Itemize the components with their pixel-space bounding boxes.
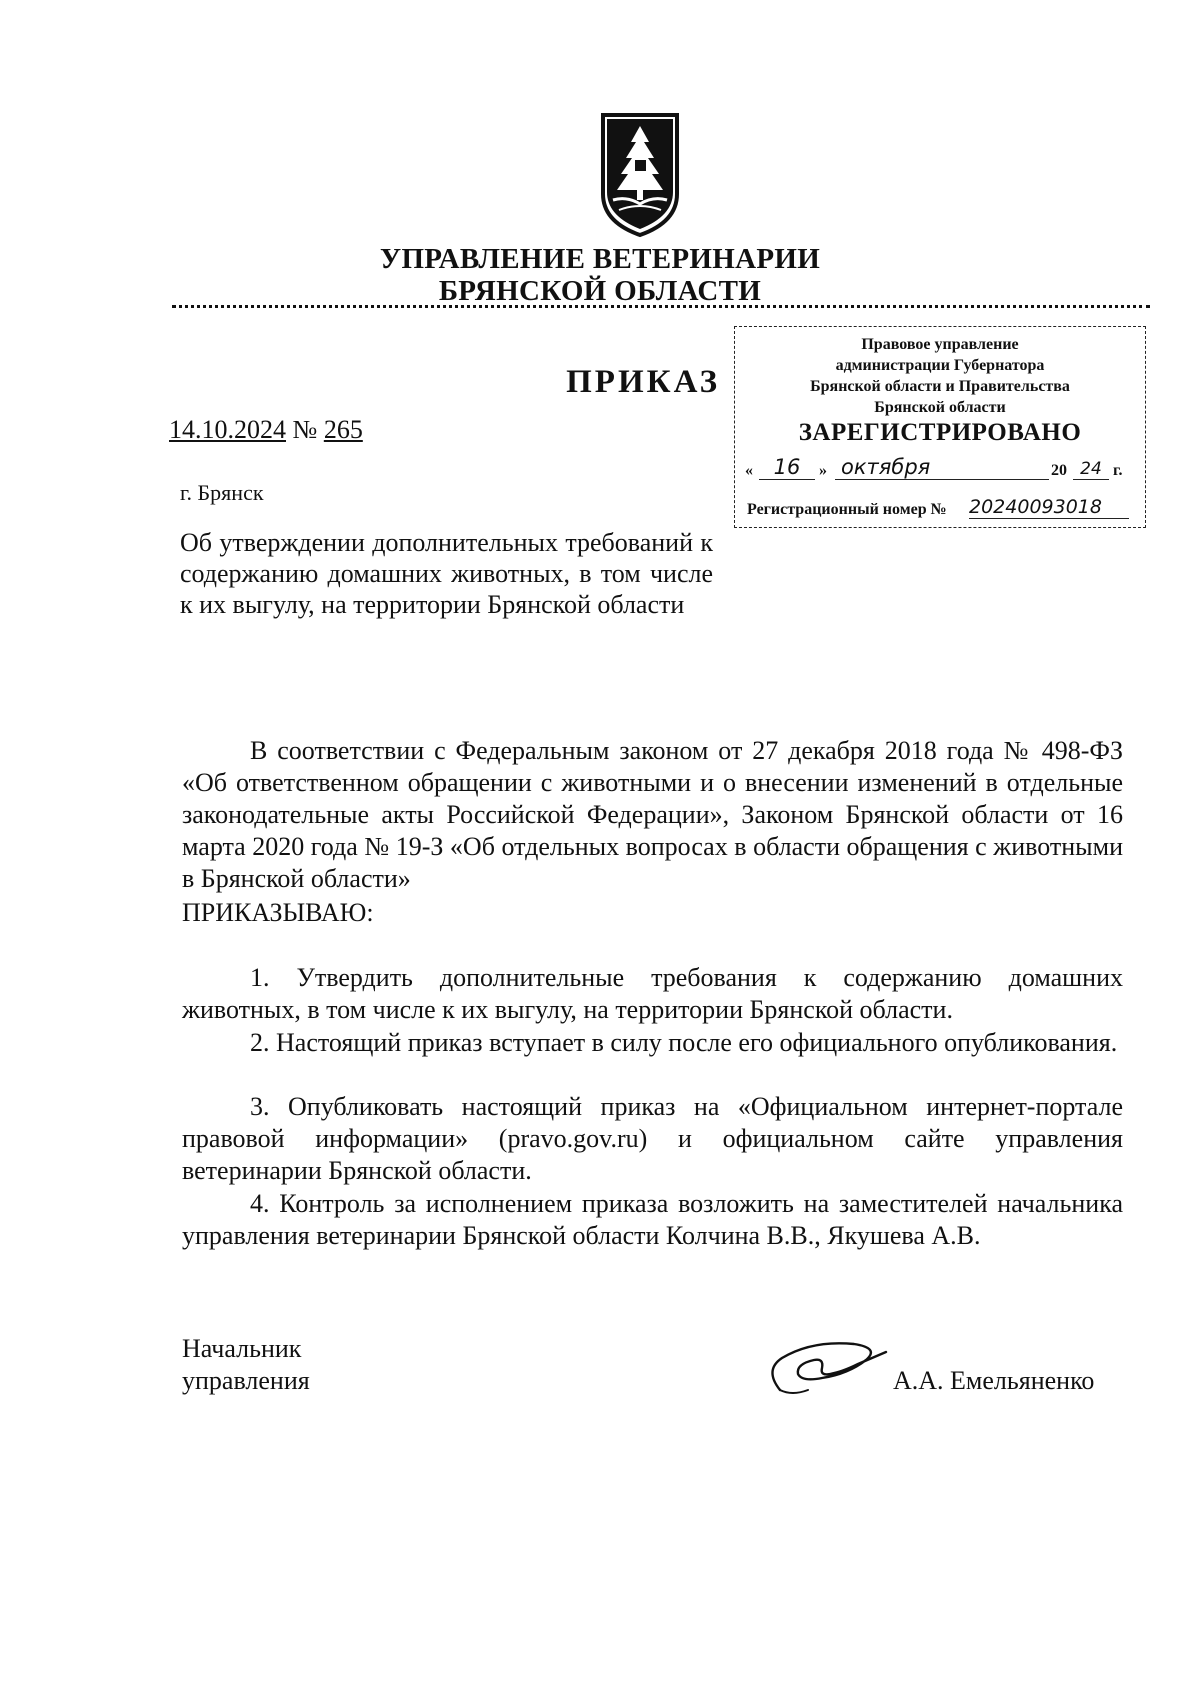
doc-type-title: ПРИКАЗ bbox=[566, 364, 720, 400]
stamp-date-row bbox=[745, 454, 1135, 484]
stamp-year-suffix: 24 bbox=[1080, 459, 1102, 479]
doc-number: 265 bbox=[323, 415, 363, 444]
order-item-2 bbox=[182, 1027, 1123, 1059]
number-sign: № bbox=[292, 415, 318, 444]
stamp-registered: ЗАРЕГИСТРИРОВАНО bbox=[798, 419, 1082, 446]
position-line2: управления bbox=[182, 1366, 310, 1395]
stamp-day: 16 bbox=[773, 455, 801, 479]
stamp-month: октября bbox=[841, 455, 931, 479]
org-name-line2: БРЯНСКОЙ ОБЛАСТИ bbox=[438, 275, 762, 307]
registration-stamp bbox=[734, 326, 1146, 528]
stamp-line2: администрации Губернатора bbox=[835, 357, 1045, 374]
order-item-1 bbox=[182, 962, 1123, 1026]
header-divider bbox=[172, 305, 1150, 308]
order-item-3 bbox=[182, 1091, 1123, 1187]
order-item-4 bbox=[182, 1188, 1123, 1252]
stamp-year-prefix: 20 bbox=[1051, 462, 1067, 479]
coat-of-arms-emblem bbox=[599, 112, 681, 238]
stamp-year-unit: г. bbox=[1113, 462, 1123, 479]
order-item-text: 3. Опубликовать настоящий приказ на «Официальном интернет-портале правовой информации» (pravo.gov.ru) и официальном сайте управления ветеринарии Брянской области. bbox=[182, 1092, 1123, 1185]
stamp-line1: Правовое управление bbox=[861, 336, 1019, 353]
doc-date-number bbox=[169, 415, 363, 445]
stamp-quote-close: » bbox=[819, 462, 827, 479]
basis-text: В соответствии с Федеральным законом от 27 декабря 2018 года № 498-ФЗ «Об ответственном обращении с животными и о внесении изменений в отдельные законодательные акты Российской Федерации», Законом Брянской области от 16 марта 2020 года № 19-З «Об отдельных вопросах в области обращения с животными в Брянской области» bbox=[182, 736, 1123, 893]
doc-date: 14.10.2024 bbox=[169, 415, 286, 444]
stamp-quote-open: « bbox=[745, 462, 753, 479]
order-item-text: 2. Настоящий приказ вступает в силу после его официального опубликования. bbox=[250, 1028, 1118, 1057]
signatory-name: А.А. Емельяненко bbox=[893, 1366, 1095, 1395]
signatory-position bbox=[182, 1333, 310, 1397]
order-word: ПРИКАЗЫВАЮ: bbox=[182, 898, 374, 927]
handwritten-signature bbox=[762, 1330, 892, 1402]
basis-paragraph bbox=[182, 735, 1123, 895]
stamp-line3: Брянской области и Правительства bbox=[810, 378, 1070, 395]
stamp-line4: Брянской области bbox=[874, 399, 1006, 416]
order-item-text: 1. Утвердить дополнительные требования к содержанию домашних животных, в том числе к их выгулу, на территории Брянской области. bbox=[182, 963, 1123, 1024]
stamp-reg-number-row bbox=[747, 495, 1139, 523]
stamp-reg-label: Регистрационный номер № bbox=[747, 501, 947, 518]
stamp-reg-number: 20240093018 bbox=[969, 496, 1102, 518]
doc-city: г. Брянск bbox=[180, 480, 264, 505]
order-item-text: 4. Контроль за исполнением приказа возложить на заместителей начальника управления ветеринарии Брянской области Колчина В.В., Якушева А.В. bbox=[182, 1189, 1123, 1250]
position-line1: Начальник bbox=[182, 1334, 302, 1363]
org-name-line1: УПРАВЛЕНИЕ ВЕТЕРИНАРИИ bbox=[379, 243, 821, 275]
doc-subject: Об утверждении дополнительных требований к содержанию домашних животных, в том числе к их выгулу, на территории Брянской области bbox=[180, 528, 713, 619]
